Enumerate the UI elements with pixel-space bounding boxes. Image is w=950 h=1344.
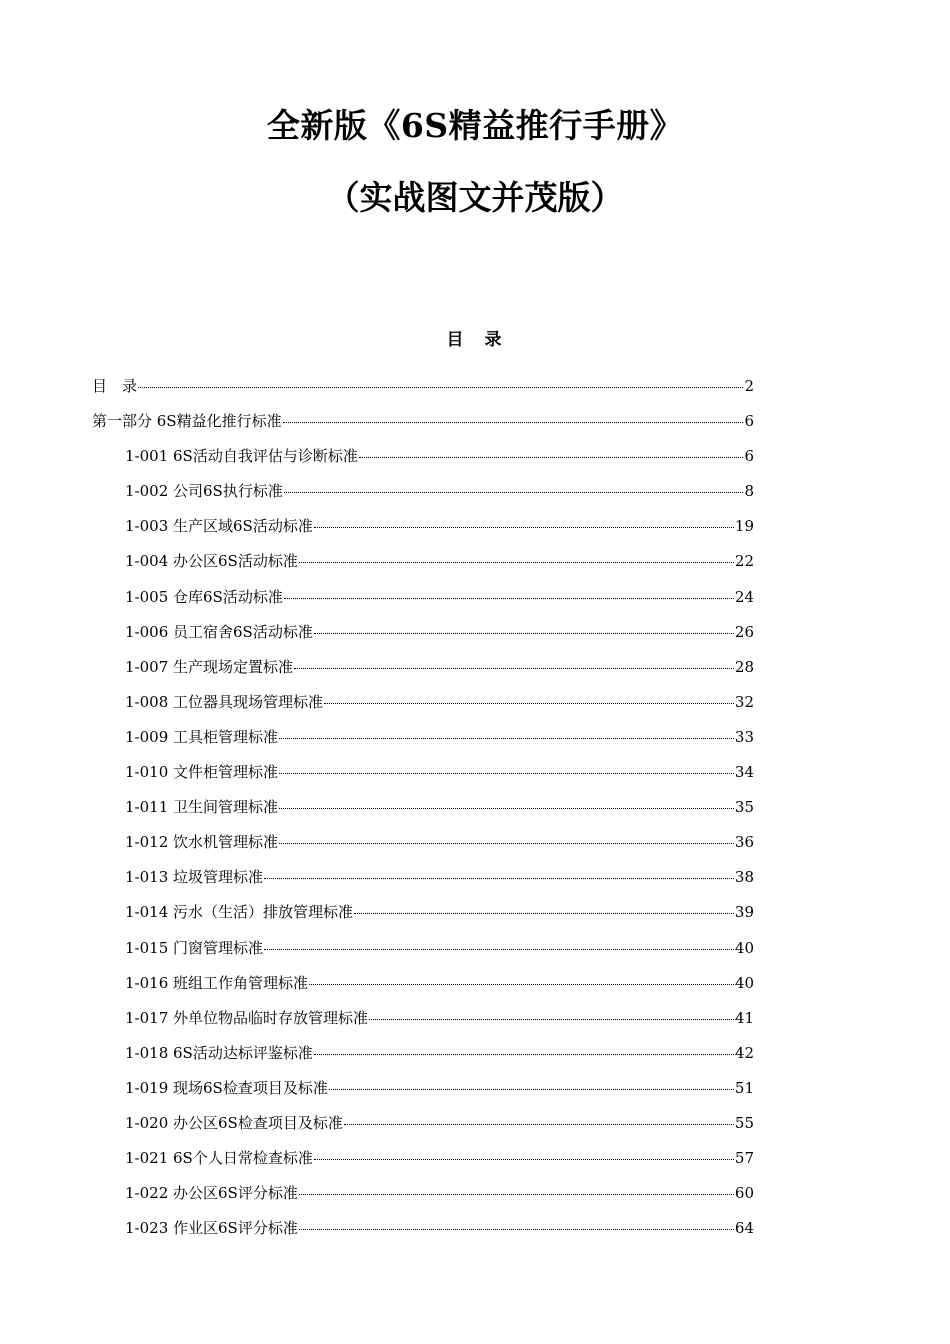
toc-entry[interactable] xyxy=(92,443,754,478)
toc-dot-leader xyxy=(329,1089,734,1090)
toc-dot-leader xyxy=(299,1194,734,1195)
toc-entry-page-number: 36 xyxy=(734,833,754,852)
toc-entry-page-number: 6 xyxy=(744,412,754,431)
toc-entry[interactable] xyxy=(92,724,754,759)
toc-entry-page-number: 8 xyxy=(744,482,754,501)
toc-entry-page-number: 24 xyxy=(734,587,754,606)
toc-entry-label: 1-022 办公区6S评分标准 xyxy=(125,1184,298,1203)
table-of-contents xyxy=(92,373,754,1250)
toc-entry-page-number: 35 xyxy=(734,798,754,817)
toc-entry-label: 1-017 外单位物品临时存放管理标准 xyxy=(125,1008,369,1027)
toc-entry[interactable] xyxy=(92,864,754,899)
toc-entry-page-number: 60 xyxy=(734,1184,754,1203)
toc-dot-leader xyxy=(138,387,743,388)
toc-entry[interactable] xyxy=(92,408,754,443)
toc-entry-page-number: 22 xyxy=(734,552,754,571)
document-title: 全新版《6S精益推行手册》 xyxy=(266,106,684,145)
toc-entry-page-number: 64 xyxy=(734,1219,754,1238)
toc-entry-page-number: 42 xyxy=(734,1043,754,1062)
toc-dot-leader xyxy=(279,738,734,739)
document-subtitle: （实战图文并茂版） xyxy=(326,178,624,217)
toc-entry[interactable] xyxy=(92,513,754,548)
toc-dot-leader xyxy=(283,422,744,423)
toc-entry[interactable] xyxy=(92,1110,754,1145)
toc-entry[interactable] xyxy=(92,654,754,689)
toc-entry[interactable] xyxy=(92,689,754,724)
toc-entry-page-number: 40 xyxy=(734,938,754,957)
toc-entry-label: 1-011 卫生间管理标准 xyxy=(125,798,279,817)
toc-entry-label: 1-010 文件柜管理标准 xyxy=(125,763,279,782)
toc-entry[interactable] xyxy=(92,970,754,1005)
toc-entry-page-number: 33 xyxy=(734,727,754,746)
toc-entry[interactable] xyxy=(92,759,754,794)
toc-entry-label: 目 录 xyxy=(92,377,138,395)
toc-dot-leader xyxy=(314,527,734,528)
toc-entry-page-number: 32 xyxy=(734,692,754,711)
toc-entry-page-number: 19 xyxy=(734,517,754,536)
toc-entry[interactable] xyxy=(92,829,754,864)
toc-entry[interactable] xyxy=(92,619,754,654)
toc-entry-page-number: 26 xyxy=(734,622,754,641)
toc-dot-leader xyxy=(354,913,734,914)
toc-entry-label: 1-018 6S活动达标评鉴标准 xyxy=(125,1043,313,1062)
toc-entry-label: 1-006 员工宿舍6S活动标准 xyxy=(125,622,313,641)
toc-dot-leader xyxy=(279,773,734,774)
toc-entry-label: 1-014 污水（生活）排放管理标准 xyxy=(125,903,354,922)
toc-entry-label: 1-001 6S活动自我评估与诊断标准 xyxy=(125,447,358,466)
toc-entry-label: 1-023 作业区6S评分标准 xyxy=(125,1219,298,1238)
toc-entry[interactable] xyxy=(92,899,754,934)
toc-entry-page-number: 6 xyxy=(744,447,754,466)
toc-dot-leader xyxy=(344,1124,734,1125)
toc-entry-page-number: 38 xyxy=(734,868,754,887)
toc-dot-leader xyxy=(284,598,734,599)
toc-entry[interactable] xyxy=(92,478,754,513)
toc-dot-leader xyxy=(324,703,734,704)
toc-entry-label: 1-008 工位器具现场管理标准 xyxy=(125,692,324,711)
toc-heading: 目 录 xyxy=(446,330,504,350)
toc-entry-label: 1-002 公司6S执行标准 xyxy=(125,482,283,501)
toc-entry[interactable] xyxy=(92,794,754,829)
toc-entry-label: 1-012 饮水机管理标准 xyxy=(125,833,279,852)
toc-entry-label: 1-019 现场6S检查项目及标准 xyxy=(125,1078,328,1097)
toc-dot-leader xyxy=(309,984,734,985)
toc-entry-page-number: 39 xyxy=(734,903,754,922)
toc-entry[interactable] xyxy=(92,1075,754,1110)
toc-entry-label: 1-007 生产现场定置标准 xyxy=(125,657,294,676)
toc-dot-leader xyxy=(314,1054,734,1055)
toc-entry-label: 1-016 班组工作角管理标准 xyxy=(125,973,309,992)
toc-entry-label: 1-020 办公区6S检查项目及标准 xyxy=(125,1113,343,1132)
toc-entry-page-number: 34 xyxy=(734,763,754,782)
toc-entry[interactable] xyxy=(92,584,754,619)
toc-entry-page-number: 40 xyxy=(734,973,754,992)
toc-dot-leader xyxy=(299,562,734,563)
toc-entry-label: 1-005 仓库6S活动标准 xyxy=(125,587,283,606)
toc-dot-leader xyxy=(314,1159,734,1160)
toc-entry-page-number: 28 xyxy=(734,657,754,676)
toc-entry-page-number: 51 xyxy=(734,1078,754,1097)
toc-entry-page-number: 57 xyxy=(734,1149,754,1168)
toc-entry[interactable] xyxy=(92,548,754,583)
toc-entry[interactable] xyxy=(92,1215,754,1250)
toc-entry-label: 1-009 工具柜管理标准 xyxy=(125,727,279,746)
toc-dot-leader xyxy=(279,843,734,844)
toc-entry-label: 1-013 垃圾管理标准 xyxy=(125,868,264,887)
toc-entry-label: 1-003 生产区域6S活动标准 xyxy=(125,517,313,536)
toc-dot-leader xyxy=(359,457,744,458)
toc-entry[interactable] xyxy=(92,1040,754,1075)
toc-entry[interactable] xyxy=(92,1005,754,1040)
toc-entry-label: 1-015 门窗管理标准 xyxy=(125,938,264,957)
toc-entry-page-number: 55 xyxy=(734,1113,754,1132)
toc-entry-label: 第一部分 6S精益化推行标准 xyxy=(92,412,282,431)
toc-dot-leader xyxy=(264,949,734,950)
toc-entry-label: 1-004 办公区6S活动标准 xyxy=(125,552,298,571)
toc-dot-leader xyxy=(314,633,734,634)
toc-dot-leader xyxy=(294,668,734,669)
toc-entry-page-number: 2 xyxy=(744,377,754,395)
toc-dot-leader xyxy=(299,1229,734,1230)
toc-entry-page-number: 41 xyxy=(734,1008,754,1027)
toc-entry[interactable] xyxy=(92,1145,754,1180)
toc-entry-label: 1-021 6S个人日常检查标准 xyxy=(125,1149,313,1168)
toc-dot-leader xyxy=(264,878,734,879)
toc-dot-leader xyxy=(284,492,744,493)
toc-entry[interactable] xyxy=(92,1180,754,1215)
toc-entry[interactable] xyxy=(92,373,754,408)
toc-dot-leader xyxy=(279,808,734,809)
toc-dot-leader xyxy=(369,1019,734,1020)
toc-entry[interactable] xyxy=(92,935,754,970)
